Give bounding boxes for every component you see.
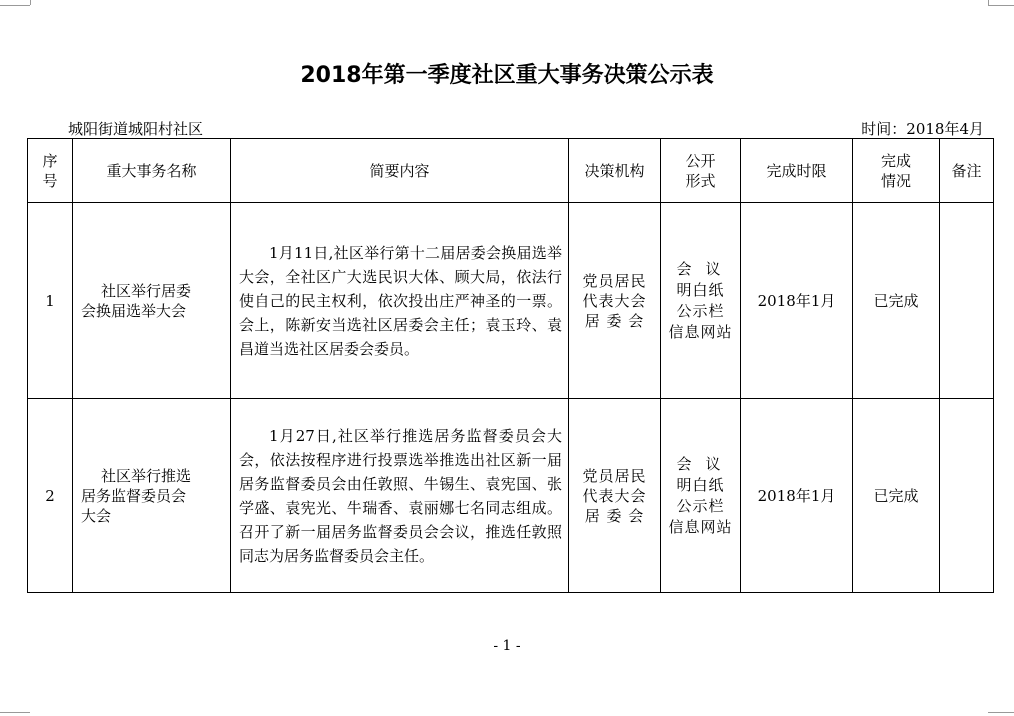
cell-seq: 1 — [28, 203, 73, 399]
cell-status: 已完成 — [853, 399, 940, 593]
decision-table — [27, 138, 994, 593]
header-deadline: 完成时限 — [741, 139, 853, 203]
cell-name: 社区举行居委 会换届选举大会 — [73, 203, 231, 399]
cell-deadline: 2018年1月 — [741, 203, 853, 399]
header-status: 完成 情况 — [853, 139, 940, 203]
table-row — [28, 203, 994, 399]
header-seq: 序 号 — [28, 139, 73, 203]
cell-form: 会议 明白纸 公示栏 信息网站 — [661, 203, 741, 399]
crop-mark — [30, 0, 31, 5]
unit-name: 城阳街道城阳村社区 — [68, 120, 204, 138]
crop-mark — [988, 712, 1014, 713]
cell-remark — [940, 203, 994, 399]
crop-mark — [988, 5, 1014, 6]
cell-deadline: 2018年1月 — [741, 399, 853, 593]
header-summary: 简要内容 — [231, 139, 569, 203]
cell-form: 会议 明白纸 公示栏 信息网站 — [661, 399, 741, 593]
cell-seq: 2 — [28, 399, 73, 593]
page-number: - 1 - — [493, 638, 521, 654]
header-org: 决策机构 — [569, 139, 661, 203]
cell-status: 已完成 — [853, 203, 940, 399]
table-header-row — [28, 139, 994, 203]
crop-mark — [0, 5, 30, 6]
cell-org: 党员居民 代表大会 居 委 会 — [569, 203, 661, 399]
table-row — [28, 399, 994, 593]
publish-date: 时间：2018年4月 — [861, 120, 984, 138]
header-remark: 备注 — [940, 139, 994, 203]
cell-name: 社区举行推选 居务监督委员会 大会 — [73, 399, 231, 593]
crop-mark — [0, 712, 30, 713]
header-name: 重大事务名称 — [73, 139, 231, 203]
page-title: 2018年第一季度社区重大事务决策公示表 — [300, 63, 714, 88]
cell-remark — [940, 399, 994, 593]
header-form: 公开 形式 — [661, 139, 741, 203]
cell-summary: 1月27日,社区举行推选居务监督委员会大会，依法按程序进行投票选举推选出社区新一届居务监督委员会由任敦照、牛锡生、袁宪国、张学盛、袁宪光、牛瑞香、袁丽娜七名同志组成。召开了新一届居务监督委员会会议，推选任敦照同志为居务监督委员会主任。 — [231, 399, 569, 593]
cell-summary: 1月11日,社区举行第十二届居委会换届选举大会，全社区广大选民识大体、顾大局，依法行使自己的民主权利，依次投出庄严神圣的一票。会上，陈新安当选社区居委会主任；袁玉玲、袁昌道当选社区居委会委员。 — [231, 203, 569, 399]
cell-org: 党员居民 代表大会 居 委 会 — [569, 399, 661, 593]
